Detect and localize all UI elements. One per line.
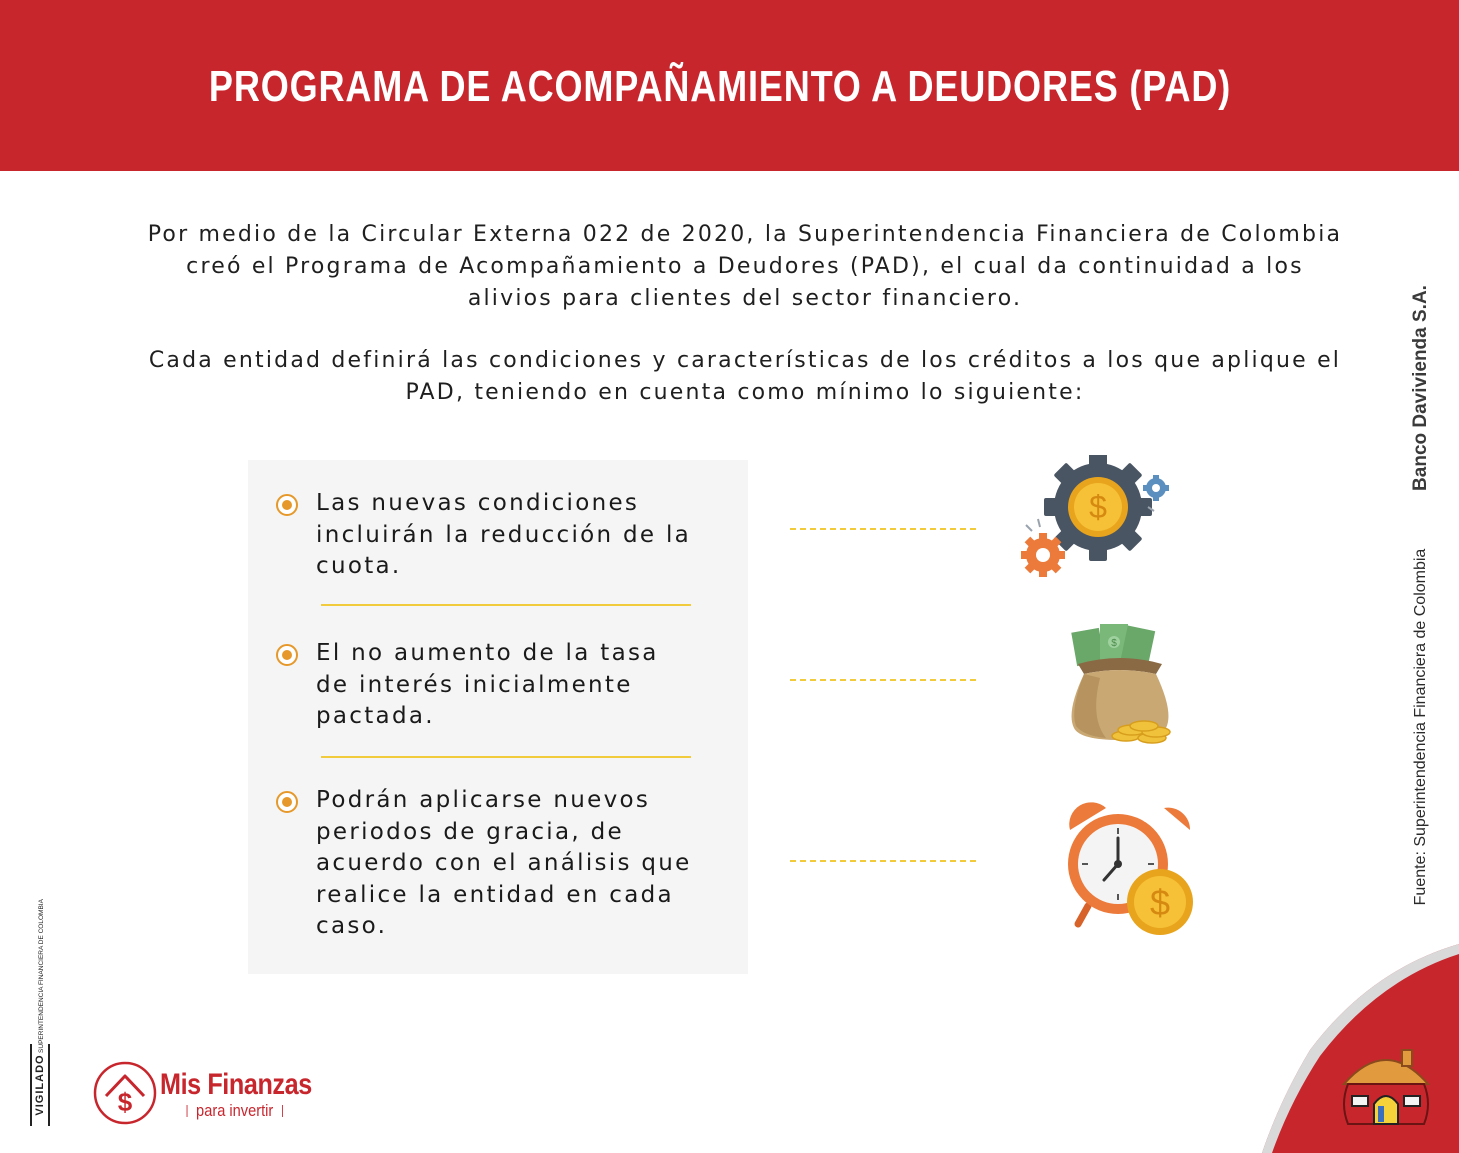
divider — [321, 604, 691, 606]
condition-text: El no aumento de la tasa de interés inicialmente pactada. — [316, 640, 659, 729]
logo-title: Mis Finanzas — [160, 1068, 312, 1101]
svg-text:$: $ — [1089, 489, 1107, 525]
logo-subtitle: para invertir — [196, 1101, 274, 1120]
money-bag-icon — [1060, 622, 1180, 748]
connector-line — [790, 860, 976, 862]
alarm-clock-coin-icon — [1062, 800, 1198, 940]
svg-text:$: $ — [1149, 882, 1171, 923]
svg-text:$: $ — [1111, 638, 1117, 649]
bullet-icon — [276, 791, 298, 813]
svg-text:$: $ — [117, 1087, 133, 1117]
davivienda-house-icon — [1338, 1044, 1434, 1128]
condition-text: Podrán aplicarse nuevos periodos de gracia, de acuerdo con el análisis que realice la entidad en cada caso. — [316, 787, 692, 939]
bullet-icon — [276, 644, 298, 666]
intro-paragraph-1: Por medio de la Circular Externa 022 de 2020, la Superintendencia Financiera de Colombia creó el Programa de Acompañamiento a Deudores (PAD), el cual da continuidad a los alivios para clientes del sector financiero. — [147, 222, 1343, 311]
connector-line — [790, 528, 976, 530]
superintendencia-label: SUPERINTENDENCIA FINANCIERA DE COLOMBIA — [38, 899, 45, 1053]
bank-name-vertical: Banco Davivienda S.A. — [1410, 284, 1431, 491]
vigilado-badge: VIGILADO — [30, 1044, 50, 1126]
bullet-icon — [276, 494, 298, 516]
page-title: PROGRAMA DE ACOMPAÑAMIENTO A DEUDORES (PAD) — [208, 62, 1232, 111]
divider — [321, 756, 691, 758]
header-banner — [0, 0, 1459, 171]
gears-coin-icon — [1018, 455, 1178, 580]
condition-text: Las nuevas condiciones incluirán la reducción de la cuota. — [316, 490, 692, 579]
intro-paragraph-2: Cada entidad definirá las condiciones y características de los créditos a los que aplique el PAD, teniendo en cuenta como mínimo lo siguiente: — [148, 348, 1342, 405]
connector-line — [790, 679, 976, 681]
source-note-vertical: Fuente: Superintendencia Financiera de Colombia — [1412, 548, 1429, 906]
dollar-house-icon — [92, 1060, 158, 1126]
mis-finanzas-logo — [92, 1060, 332, 1130]
